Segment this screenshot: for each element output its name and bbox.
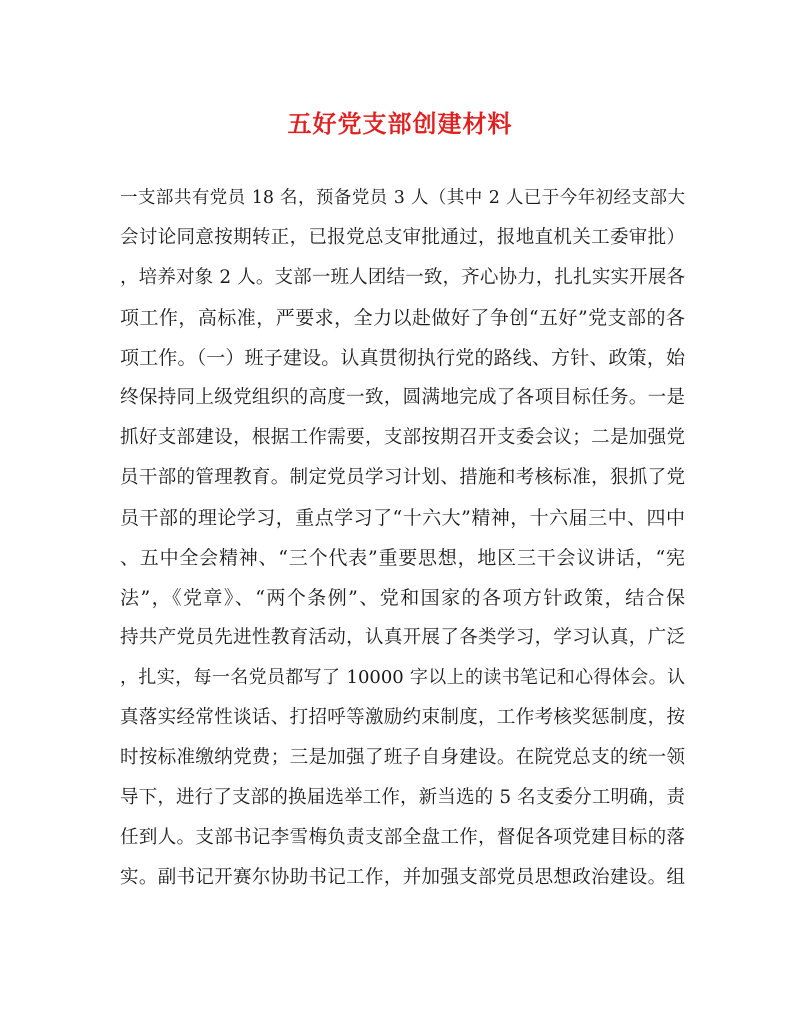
body-line: 法”，《党章》、“两个条例”、党和国家的各项方针政策，结合保 xyxy=(120,587,685,609)
body-line: 终保持同上级党组织的高度一致，圆满地完成了各项目标任务。一是 xyxy=(120,387,685,408)
document-title: 五好党支部创建材料 xyxy=(287,109,513,138)
body-line: 、五中全会精神、“三个代表”重要思想，地区三干会议讲话，“宪 xyxy=(120,547,685,569)
body-line: 一支部共有党员 18 名，预备党员 3 人（其中 2 人已于今年初经支部大 xyxy=(120,188,685,208)
body-line: 持共产党员先进性教育活动，认真开展了各类学习，学习认真，广泛 xyxy=(120,627,685,648)
body-line: 会讨论同意按期转正，已报党总支审批通过，报地直机关工委审批） xyxy=(120,227,685,248)
body-line: 时按标准缴纳党费；三是加强了班子自身建设。在院党总支的统一领 xyxy=(120,747,685,768)
document-body xyxy=(120,178,685,898)
body-line: 真落实经常性谈话、打招呼等激励约束制度，工作考核奖惩制度，按 xyxy=(120,707,685,728)
body-line: 项工作，高标准，严要求，全力以赴做好了争创“五好”党支部的各 xyxy=(120,307,685,329)
body-line: 任到人。支部书记李雪梅负责支部全盘工作，督促各项党建目标的落 xyxy=(120,827,685,848)
body-line: 实。副书记开赛尔协助书记工作，并加强支部党员思想政治建设。组 xyxy=(120,867,685,888)
body-line: 项工作。（一）班子建设。认真贯彻执行党的路线、方针、政策，始 xyxy=(120,347,685,369)
body-line: ，扎实，每一名党员都写了 10000 字以上的读书笔记和心得体会。认 xyxy=(120,667,685,688)
body-line: ，培养对象 2 人。支部一班人团结一致，齐心协力，扎扎实实开展各 xyxy=(120,267,685,288)
body-line: 抓好支部建设，根据工作需要，支部按期召开支委会议；二是加强党 xyxy=(120,427,685,448)
body-line: 员干部的管理教育。制定党员学习计划、措施和考核标准，狠抓了党 xyxy=(120,467,685,488)
body-line: 导下，进行了支部的换届选举工作，新当选的 5 名支委分工明确，责 xyxy=(120,787,685,808)
body-line: 员干部的理论学习，重点学习了“十六大”精神，十六届三中、四中 xyxy=(120,507,685,529)
